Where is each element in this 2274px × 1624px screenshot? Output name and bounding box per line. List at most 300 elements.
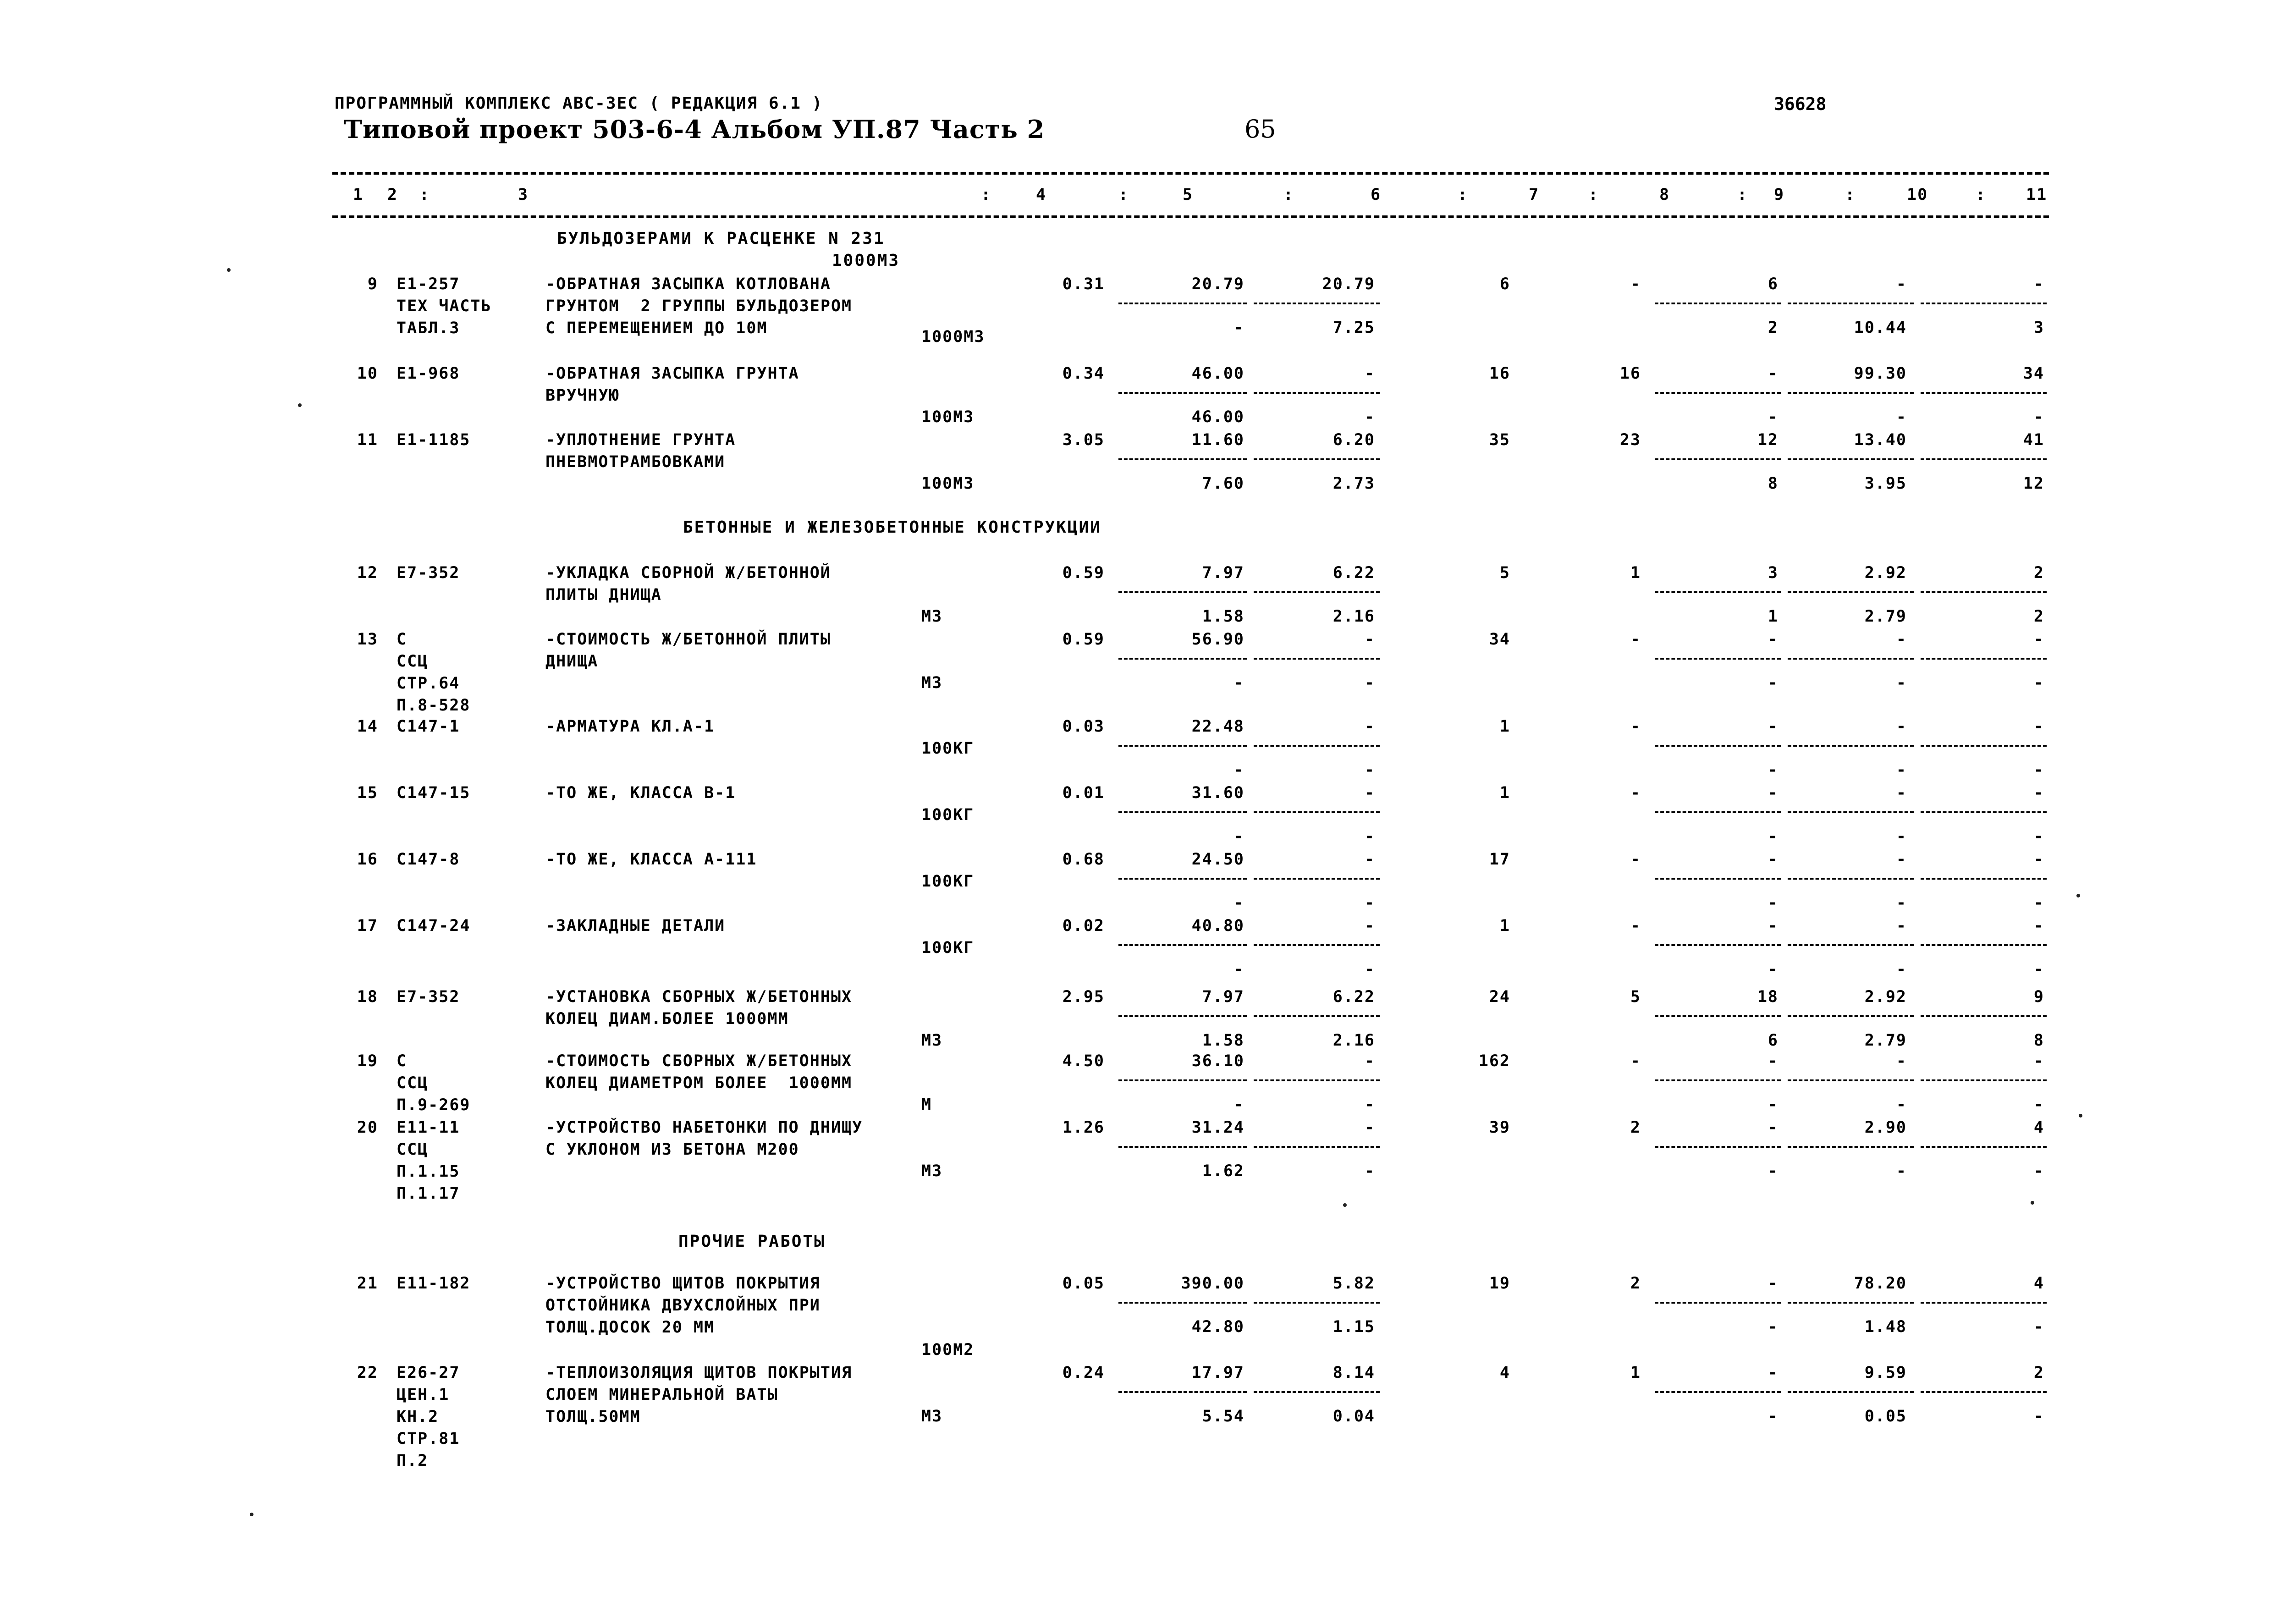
labor-total: 4 [2033,1274,2044,1293]
labor-total: - [2033,275,2044,293]
labor-total: 2 [2033,1364,2044,1382]
column-header-cell: : [1458,186,1469,204]
labor-machinist-total: - [2033,1407,2044,1426]
total-wages: - [1630,1052,1641,1070]
unit-cost-wages: 1.58 [1202,1031,1244,1050]
unit-cost: 40.80 [1191,917,1244,935]
unit-machine-cost: - [1364,850,1375,869]
labor-machinist-unit: - [1896,761,1907,779]
labor-per-unit: - [1896,917,1907,935]
total-cost: 1 [1499,717,1510,736]
unit-cost-wages: - [1233,319,1244,337]
row-separator-rule [1788,1391,1914,1393]
labor-machinist-total: 3 [2033,319,2044,337]
unit-machine-wages: 2.16 [1332,607,1375,626]
unit-machine-cost: - [1364,717,1375,736]
row-separator-rule [1655,745,1781,747]
labor-machinist-unit: 3.95 [1864,474,1907,493]
rate-code: С147-15 [396,784,471,802]
labor-machinist-total: - [2033,761,2044,779]
row-separator-rule [1788,458,1914,460]
unit-machine-cost: 6.22 [1332,988,1375,1006]
total-wages: - [1630,717,1641,736]
unit-machine-cost: - [1364,1052,1375,1070]
row-separator-rule [1118,1015,1247,1017]
total-machine-wages: - [1767,674,1778,692]
work-description: -ЗАКЛАДНЫЕ ДЕТАЛИ [545,917,726,935]
labor-total: - [2033,850,2044,869]
total-machine: - [1767,1364,1778,1382]
rate-code: Е11-182 [396,1274,471,1293]
row-separator-rule [1921,811,2047,813]
column-header-cell: 2 [387,186,398,204]
row-separator-rule [1921,458,2047,460]
total-wages: - [1630,850,1641,869]
work-description: ГРУНТОМ 2 ГРУППЫ БУЛЬДОЗЕРОМ [545,297,853,315]
row-separator-rule [1254,878,1380,880]
row-separator-rule [1788,392,1914,394]
labor-per-unit: - [1896,784,1907,802]
work-description: -УПЛОТНЕНИЕ ГРУНТА [545,431,736,449]
program-name: ПРОГРАММНЫЙ КОМПЛЕКС АВС-ЗЕС ( РЕДАКЦИЯ 6.1 ) [335,94,823,113]
column-header-cell: : [419,186,430,204]
total-wages: - [1630,917,1641,935]
row-number: 21 [357,1274,378,1293]
labor-per-unit: - [1896,850,1907,869]
work-description: -АРМАТУРА КЛ.А-1 [545,717,715,736]
row-separator-rule [1254,458,1380,460]
labor-total: - [2033,1052,2044,1070]
scan-speck [2079,1114,2082,1118]
column-header-cell: 3 [518,186,529,204]
total-wages: 23 [1619,431,1641,449]
labor-per-unit: - [1896,1052,1907,1070]
unit-of-measure: М3 [921,674,943,692]
row-separator-rule [1921,1391,2047,1393]
column-header-cell: : [1283,186,1294,204]
row-separator-rule [1254,944,1380,946]
row-separator-rule [1254,591,1380,593]
row-separator-rule [1254,1079,1380,1081]
row-number: 15 [357,784,378,802]
column-header-cell: : [1588,186,1599,204]
labor-per-unit: 13.40 [1854,431,1907,449]
labor-per-unit: 78.20 [1854,1274,1907,1293]
scan-speck [2031,1201,2034,1205]
row-separator-rule [1655,303,1781,304]
section-bulldozer: БУЛЬДОЗЕРАМИ К РАСЦЕНКЕ N 231 [557,229,885,248]
unit-cost-wages: - [1233,894,1244,912]
rate-code: Е7-352 [396,564,460,582]
row-separator-rule [1655,878,1781,880]
row-separator-rule [1788,303,1914,304]
total-machine: - [1767,364,1778,383]
labor-per-unit: - [1896,630,1907,649]
total-cost: 24 [1489,988,1510,1006]
rate-code: ТАБЛ.3 [396,319,460,337]
row-separator-rule [1254,392,1380,394]
row-separator-rule [1118,1302,1247,1304]
row-separator-rule [1118,944,1247,946]
quantity: 0.34 [1062,364,1105,383]
work-description: -ОБРАТНАЯ ЗАСЫПКА ГРУНТА [545,364,799,383]
rate-code: П.1.15 [396,1162,460,1181]
row-separator-rule [1118,392,1247,394]
labor-machinist-unit: - [1896,1162,1907,1180]
total-wages: 16 [1619,364,1641,383]
row-separator-rule [1921,745,2047,747]
total-cost: 35 [1489,431,1510,449]
row-separator-rule [1254,745,1380,747]
labor-total: - [2033,630,2044,649]
row-separator-rule [1921,1079,2047,1081]
row-number: 14 [357,717,378,736]
total-machine-wages: 8 [1767,474,1778,493]
row-separator-rule [1921,658,2047,660]
work-description: ВРУЧНУЮ [545,386,620,405]
work-description: -УСТРОЙСТВО НАБЕТОНКИ ПО ДНИЩУ [545,1118,863,1137]
unit-of-measure: М3 [921,607,943,626]
labor-per-unit: 2.92 [1864,564,1907,582]
quantity: 0.03 [1062,717,1105,736]
quantity: 0.02 [1062,917,1105,935]
total-cost: 17 [1489,850,1510,869]
labor-machinist-unit: 2.79 [1864,1031,1907,1050]
document-number: 36628 [1774,94,1827,114]
total-machine-wages: - [1767,827,1778,846]
total-machine-wages: 1 [1767,607,1778,626]
total-machine: - [1767,850,1778,869]
labor-total: - [2033,917,2044,935]
rate-code: Е11-11 [396,1118,460,1137]
total-wages: - [1630,630,1641,649]
row-separator-rule [1788,1015,1914,1017]
labor-machinist-unit: 0.05 [1864,1407,1907,1426]
labor-total: 9 [2033,988,2044,1006]
column-header-cell: 9 [1774,186,1785,204]
scan-speck [298,403,302,407]
labor-per-unit: 2.90 [1864,1118,1907,1137]
labor-machinist-total: 12 [2023,474,2044,493]
quantity: 3.05 [1062,431,1105,449]
total-wages: 1 [1630,1364,1641,1382]
row-separator-rule [1655,658,1781,660]
unit-machine-wages: - [1364,1096,1375,1114]
unit-of-measure: 100КГ [921,939,975,957]
column-header-cell: : [1976,186,1987,204]
work-description: ТОЛЩ.ДОСОК 20 ММ [545,1318,715,1337]
row-number: 16 [357,850,378,869]
work-description: -УСТАНОВКА СБОРНЫХ Ж/БЕТОННЫХ [545,988,853,1006]
work-description: ОТСТОЙНИКА ДВУХСЛОЙНЫХ ПРИ [545,1296,820,1315]
total-wages: 2 [1630,1274,1641,1293]
unit-cost-wages: - [1233,1096,1244,1114]
quantity: 0.31 [1062,275,1105,293]
column-header-cell: : [981,186,992,204]
rate-code: П.1.17 [396,1184,460,1203]
labor-machinist-total: - [2033,827,2044,846]
row-number: 12 [357,564,378,582]
row-separator-rule [1655,1146,1781,1148]
total-machine: - [1767,917,1778,935]
total-machine-wages: - [1767,761,1778,779]
row-separator-rule [1655,1015,1781,1017]
header-top-rule [332,172,2049,175]
total-machine-wages: 2 [1767,319,1778,337]
total-cost: 16 [1489,364,1510,383]
unit-cost-wages: 1.62 [1202,1162,1244,1180]
work-description: ПЛИТЫ ДНИЩА [545,586,662,604]
unit-cost-wages: 1.58 [1202,607,1244,626]
row-number: 20 [357,1118,378,1137]
unit-machine-cost: - [1364,364,1375,383]
work-description: -СТОИМОСТЬ Ж/БЕТОННОЙ ПЛИТЫ [545,630,831,649]
total-machine: 18 [1757,988,1778,1006]
unit-of-measure: М3 [921,1162,943,1180]
total-cost: 6 [1499,275,1510,293]
unit-cost: 22.48 [1191,717,1244,736]
labor-machinist-unit: - [1896,960,1907,979]
unit-cost: 36.10 [1191,1052,1244,1070]
row-separator-rule [1788,745,1914,747]
unit-of-measure: 100КГ [921,806,975,824]
quantity: 0.59 [1062,630,1105,649]
work-description: ТОЛЩ.50ММ [545,1408,641,1426]
column-header-cell: 1 [353,186,364,204]
unit-cost: 46.00 [1191,364,1244,383]
row-number: 13 [357,630,378,649]
unit-cost-wages: - [1233,674,1244,692]
row-separator-rule [1788,1302,1914,1304]
unit-machine-wages: - [1364,408,1375,426]
unit-machine-wages: 0.04 [1332,1407,1375,1426]
row-number: 18 [357,988,378,1006]
row-number: 22 [357,1364,378,1382]
row-separator-rule [1788,878,1914,880]
unit-cost: 11.60 [1191,431,1244,449]
unit-of-measure: 1000М3 [921,328,985,346]
labor-machinist-unit: - [1896,894,1907,912]
total-cost: 39 [1489,1118,1510,1137]
unit-machine-wages: 2.16 [1332,1031,1375,1050]
labor-machinist-total: - [2033,408,2044,426]
column-header-cell: : [1118,186,1129,204]
row-number: 9 [367,275,378,293]
row-separator-rule [1655,591,1781,593]
column-header-cell: 10 [1907,186,1928,204]
rate-code: КН.2 [396,1408,439,1426]
total-cost: 5 [1499,564,1510,582]
unit-cost: 7.97 [1202,988,1244,1006]
total-wages: 5 [1630,988,1641,1006]
unit-of-measure: 100КГ [921,739,975,758]
unit-cost-wages: 42.80 [1191,1318,1244,1336]
unit-cost: 390.00 [1181,1274,1244,1293]
rate-code: С147-8 [396,850,460,869]
row-separator-rule [1788,1079,1914,1081]
row-separator-rule [1655,392,1781,394]
unit-cost: 17.97 [1191,1364,1244,1382]
total-machine-wages: - [1767,1407,1778,1426]
row-separator-rule [1788,811,1914,813]
labor-per-unit: - [1896,717,1907,736]
quantity: 0.01 [1062,784,1105,802]
work-description: -ТО ЖЕ, КЛАССА В-1 [545,784,736,802]
labor-total: - [2033,784,2044,802]
rate-code: ЦЕН.1 [396,1386,450,1404]
total-machine-wages: - [1767,1162,1778,1180]
row-separator-rule [1118,658,1247,660]
total-machine-wages: - [1767,408,1778,426]
unit-of-measure: М [921,1096,932,1114]
total-machine: - [1767,630,1778,649]
quantity: 2.95 [1062,988,1105,1006]
row-number: 10 [357,364,378,383]
row-separator-rule [1921,1302,2047,1304]
scan-speck [227,268,231,272]
unit-of-measure: 100М3 [921,408,975,426]
labor-machinist-unit: 2.79 [1864,607,1907,626]
unit-cost-wages: - [1233,960,1244,979]
column-header-cell: 4 [1036,186,1047,204]
labor-machinist-total: 2 [2033,607,2044,626]
total-wages: - [1630,784,1641,802]
labor-machinist-total: - [2033,1318,2044,1336]
labor-machinist-total: - [2033,894,2044,912]
column-header-cell: 5 [1183,186,1194,204]
unit-of-measure: 100М3 [921,474,975,493]
total-machine: - [1767,1118,1778,1137]
rate-code: Е7-352 [396,988,460,1006]
row-separator-rule [1118,1391,1247,1393]
rate-code: ТЕХ ЧАСТЬ [396,297,492,315]
row-separator-rule [1921,1146,2047,1148]
row-separator-rule [1254,1015,1380,1017]
labor-total: 34 [2023,364,2044,383]
work-description: ПНЕВМОТРАМБОВКАМИ [545,453,726,471]
row-separator-rule [1254,1391,1380,1393]
unit-machine-cost: - [1364,784,1375,802]
row-separator-rule [1118,811,1247,813]
rate-code: С147-1 [396,717,460,736]
unit-cost-wages: - [1233,827,1244,846]
rate-code: СТР.64 [396,674,460,693]
row-separator-rule [1921,591,2047,593]
row-separator-rule [1118,878,1247,880]
unit-machine-wages: - [1364,960,1375,979]
section-other: ПРОЧИЕ РАБОТЫ [678,1232,826,1251]
total-cost: 162 [1478,1052,1510,1070]
labor-per-unit: - [1896,275,1907,293]
total-machine-wages: - [1767,894,1778,912]
unit-machine-cost: 6.20 [1332,431,1375,449]
labor-total: - [2033,717,2044,736]
labor-per-unit: 2.92 [1864,988,1907,1006]
row-separator-rule [1788,591,1914,593]
labor-machinist-total: - [2033,960,2044,979]
unit-cost: 20.79 [1191,275,1244,293]
column-header-cell: : [1737,186,1748,204]
total-cost: 19 [1489,1274,1510,1293]
total-wages: - [1630,275,1641,293]
unit-machine-cost: 5.82 [1332,1274,1375,1293]
labor-machinist-unit: - [1896,1096,1907,1114]
row-separator-rule [1655,1302,1781,1304]
rate-code: СТР.81 [396,1430,460,1448]
total-cost: 1 [1499,784,1510,802]
work-description: СЛОЕМ МИНЕРАЛЬНОЙ ВАТЫ [545,1386,778,1404]
quantity: 0.68 [1062,850,1105,869]
unit-of-measure: М3 [921,1407,943,1426]
total-wages: 2 [1630,1118,1641,1137]
row-separator-rule [1118,458,1247,460]
labor-total: 41 [2023,431,2044,449]
quantity: 0.59 [1062,564,1105,582]
labor-machinist-total: - [2033,1162,2044,1180]
row-separator-rule [1655,458,1781,460]
row-separator-rule [1921,303,2047,304]
rate-code: П.9-269 [396,1096,471,1114]
total-machine: 12 [1757,431,1778,449]
total-machine-wages: - [1767,960,1778,979]
unit-of-measure: 100КГ [921,872,975,891]
work-description: -УСТРОЙСТВО ЩИТОВ ПОКРЫТИЯ [545,1274,820,1293]
labor-machinist-total: - [2033,674,2044,692]
row-separator-rule [1118,303,1247,304]
unit-cost: 24.50 [1191,850,1244,869]
unit-machine-cost: - [1364,1118,1375,1137]
total-machine-wages: - [1767,1318,1778,1336]
rate-code: П.8-528 [396,696,471,715]
unit-cost-wages: 5.54 [1202,1407,1244,1426]
row-separator-rule [1788,658,1914,660]
unit-machine-wages: - [1364,827,1375,846]
row-separator-rule [1655,944,1781,946]
row-separator-rule [1788,1146,1914,1148]
unit-machine-cost: 20.79 [1322,275,1375,293]
row-separator-rule [1921,878,2047,880]
work-description: ДНИЩА [545,652,599,671]
total-cost: 34 [1489,630,1510,649]
section-bulldozer-unit: 1000М3 [832,251,900,270]
quantity: 4.50 [1062,1052,1105,1070]
rate-code: Е26-27 [396,1364,460,1382]
rate-code: С [396,1052,407,1070]
work-description: -ТЕПЛОИЗОЛЯЦИЯ ЩИТОВ ПОКРЫТИЯ [545,1364,853,1382]
scan-speck [250,1513,253,1516]
total-machine: - [1767,784,1778,802]
rate-code: Е1-257 [396,275,460,293]
row-separator-rule [1655,811,1781,813]
scan-speck [2076,894,2080,897]
work-description: -СТОИМОСТЬ СБОРНЫХ Ж/БЕТОННЫХ [545,1052,853,1070]
quantity: 0.05 [1062,1274,1105,1293]
labor-total: 4 [2033,1118,2044,1137]
column-header-cell: : [1845,186,1856,204]
row-number: 17 [357,917,378,935]
row-number: 11 [357,431,378,449]
unit-cost: 7.97 [1202,564,1244,582]
row-separator-rule [1254,303,1380,304]
labor-total: 2 [2033,564,2044,582]
quantity: 1.26 [1062,1118,1105,1137]
total-machine-wages: 6 [1767,1031,1778,1050]
row-separator-rule [1118,1079,1247,1081]
unit-of-measure: 100М2 [921,1341,975,1359]
quantity: 0.24 [1062,1364,1105,1382]
labor-machinist-total: - [2033,1096,2044,1114]
row-separator-rule [1655,1079,1781,1081]
